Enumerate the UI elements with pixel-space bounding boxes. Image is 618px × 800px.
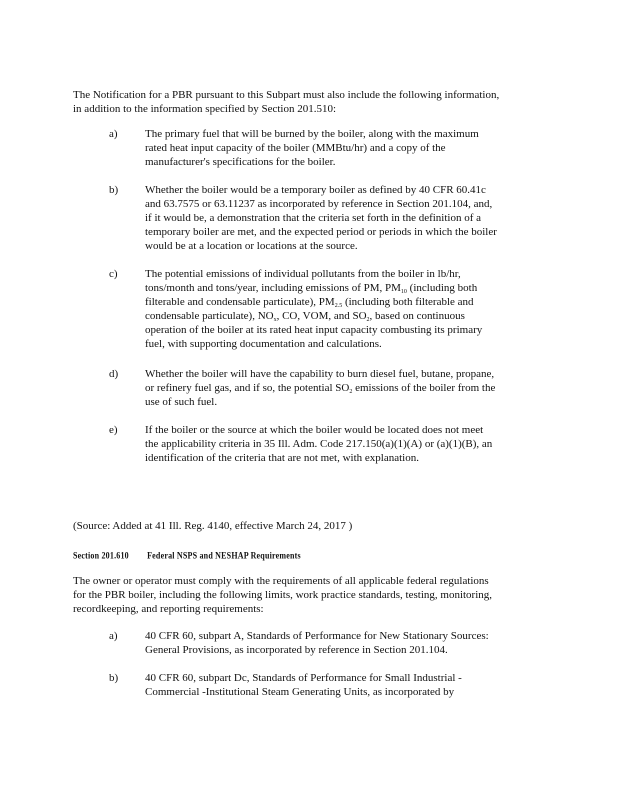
section-heading (73, 548, 317, 564)
subscript: 2 (349, 389, 353, 395)
item-label: b) (109, 184, 119, 196)
list-item-c (0, 267, 618, 351)
section-title: Federal NSPS and NESHAP Requirements (147, 550, 301, 561)
notification-items-list (0, 127, 618, 481)
list-item-a (0, 127, 618, 169)
intro-paragraph: The Notification for a PBR pursuant to this Subpart must also include the following information, in addition to the information specified by Section 201.510: (73, 89, 500, 115)
item-text: 40 CFR 60, subpart A, Standards of Performance for New Stationary Sources: General Provisions, as incorporated by reference in Section 201.104. (145, 630, 489, 656)
item-label: b) (109, 672, 119, 684)
owner-paragraph: The owner or operator must comply with the requirements of all applicable federal regulations for the PBR boiler, including the following limits, work practice standards, testing, monitoring, recordkeeping, and reporting requirements: (73, 575, 493, 615)
text-segment: (including both filterable and condensable particulate), NO (145, 296, 474, 322)
subscript: 2.5 (334, 303, 343, 309)
item-label: a) (109, 630, 118, 642)
text-segment: , based on continuous operation of the boiler at its rated heat input capacity combusting its primary fuel, with supporting documentation and calculations. (145, 310, 483, 350)
item-label: a) (109, 128, 118, 140)
text-segment: (including both filterable and condensable particulate), PM (145, 282, 478, 308)
item-text: If the boiler or the source at which the boiler would be located does not meet the applicability criteria in 35 Ill. Adm. Code 217.150(a)(1)(A) or (a)(1)(B), an identification of the criteria that are not met, with explanation. (145, 424, 493, 464)
item-text: Whether the boiler would be a temporary boiler as defined by 40 CFR 60.41c and 63.7575 or 63.11237 as incorporated by reference in Section 201.104, and, if it would be, a demonstration that the criteria set forth in the definition of a temporary boiler are met, and the expected period or periods in which the boiler would be at a location or locations at the source. (145, 184, 497, 252)
item-label: d) (109, 368, 119, 380)
text-segment: Whether the boiler will have the capability to burn diesel fuel, butane, propane, or refinery fuel gas, and if so, the potential SO (145, 368, 495, 394)
subscript: 10 (400, 289, 407, 295)
section-number: Section 201.610 (73, 550, 129, 561)
item-text (145, 267, 497, 351)
item-text: The primary fuel that will be burned by the boiler, along with the maximum rated heat input capacity of the boiler (MMBtu/hr) and a copy of the manufacturer's specifications for the boiler. (145, 128, 479, 168)
text-segment: emissions of the boiler from the use of such fuel. (145, 382, 496, 408)
list-item-e (0, 423, 618, 465)
text-segment: The potential emissions of individual pollutants from the boiler in lb/hr, tons/month and tons/year, including emissions of PM, PM (145, 268, 461, 294)
subscript: x (273, 317, 277, 323)
subscript: 2 (366, 317, 370, 323)
item-text (145, 367, 497, 409)
item-text: 40 CFR 60, subpart Dc, Standards of Performance for Small Industrial - Commercial -Institutional Steam Generating Units, as incorporated by (145, 672, 462, 698)
text-segment: , CO, VOM, and SO (276, 310, 367, 322)
list-item-b (0, 183, 618, 253)
item-label: e) (109, 424, 118, 436)
list-item-d (0, 367, 618, 409)
federal-items-list (0, 629, 618, 715)
source-note: (Source: Added at 41 Ill. Reg. 4140, effective March 24, 2017 ) (73, 520, 353, 532)
list-item-b (0, 671, 618, 699)
item-label: c) (109, 268, 118, 280)
list-item-a (0, 629, 618, 657)
